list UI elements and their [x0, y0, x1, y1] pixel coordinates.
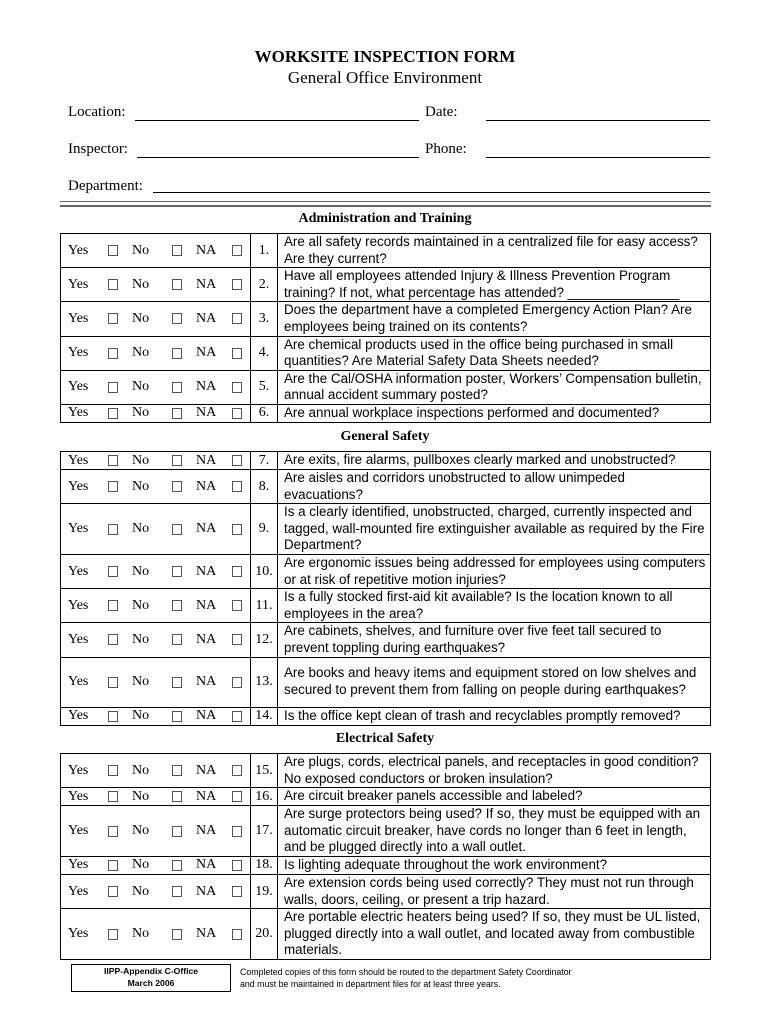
no-label: No	[132, 276, 150, 292]
yes-label: Yes	[68, 823, 89, 839]
administration-table	[60, 233, 711, 423]
na-label: NA	[196, 708, 217, 724]
na-option[interactable]	[196, 311, 242, 327]
question-row	[61, 589, 711, 623]
no-option[interactable]	[132, 789, 196, 805]
no-checkbox[interactable]	[172, 765, 182, 776]
answer-options	[61, 909, 251, 960]
yes-checkbox[interactable]	[108, 929, 118, 940]
question-number: 3.	[251, 302, 278, 336]
question-number: 10.	[251, 554, 278, 588]
yes-label: Yes	[68, 788, 89, 804]
question-row	[61, 404, 711, 422]
na-checkbox[interactable]	[232, 455, 242, 466]
yes-label: Yes	[68, 597, 89, 613]
na-option[interactable]	[196, 632, 242, 648]
form-title: WORKSITE INSPECTION FORM	[254, 47, 516, 66]
yes-checkbox[interactable]	[108, 566, 118, 577]
answer-options	[61, 707, 251, 725]
question-text: Are surge protectors being used? If so, they must be equipped with an automatic circuit breaker, have cords no longer than 6 feet in length, and be plugged directly into a wall outlet.	[278, 806, 711, 857]
answer-options	[61, 452, 251, 470]
yes-checkbox[interactable]	[108, 524, 118, 535]
na-option[interactable]	[196, 789, 242, 805]
question-number: 6.	[251, 404, 278, 422]
section-title-administration: Administration and Training	[298, 211, 472, 226]
question-text: Are cabinets, shelves, and furniture over five feet tall secured to prevent toppling during earthquakes?	[278, 623, 711, 657]
yes-checkbox[interactable]	[108, 791, 118, 802]
no-checkbox[interactable]	[172, 886, 182, 897]
question-number: 9.	[251, 504, 278, 555]
no-label: No	[132, 708, 150, 724]
na-checkbox[interactable]	[232, 929, 242, 940]
na-label: NA	[196, 883, 217, 899]
yes-checkbox[interactable]	[108, 279, 118, 290]
no-label: No	[132, 379, 150, 395]
date-field[interactable]	[486, 120, 710, 121]
yes-label: Yes	[68, 345, 89, 361]
no-option[interactable]	[132, 763, 196, 779]
no-checkbox[interactable]	[172, 382, 182, 393]
question-text: Are chemical products used in the office being purchased in small quantities? Are Material Safety Data Sheets needed?	[278, 336, 711, 370]
no-label: No	[132, 823, 150, 839]
na-checkbox[interactable]	[232, 765, 242, 776]
question-text: Are aisles and corridors unobstructed to allow unimpeded evacuations?	[278, 470, 711, 504]
yes-option[interactable]	[68, 926, 132, 942]
question-text: Is a clearly identified, unobstructed, charged, currently inspected and tagged, wall-mounted fire extinguisher available as required by the Fire Department?	[278, 504, 711, 555]
no-checkbox[interactable]	[172, 566, 182, 577]
no-checkbox[interactable]	[172, 600, 182, 611]
answer-options	[61, 657, 251, 707]
na-option[interactable]	[196, 453, 242, 469]
question-row	[61, 909, 711, 960]
yes-label: Yes	[68, 452, 89, 468]
na-label: NA	[196, 242, 217, 258]
yes-option[interactable]	[68, 379, 132, 395]
no-label: No	[132, 310, 150, 326]
answer-options	[61, 370, 251, 404]
question-number: 16.	[251, 788, 278, 806]
na-option[interactable]	[196, 674, 242, 690]
no-option[interactable]	[132, 598, 196, 614]
question-row	[61, 302, 711, 336]
na-checkbox[interactable]	[232, 408, 242, 419]
question-text: Is lighting adequate throughout the work environment?	[278, 856, 711, 874]
no-option[interactable]	[132, 884, 196, 900]
yes-checkbox[interactable]	[108, 382, 118, 393]
answer-options	[61, 874, 251, 908]
na-label: NA	[196, 405, 217, 421]
question-text: Are ergonomic issues being addressed for employees using computers or at risk of repetitive motion injuries?	[278, 554, 711, 588]
no-option[interactable]	[132, 823, 196, 839]
na-label: NA	[196, 563, 217, 579]
yes-option[interactable]	[68, 598, 132, 614]
yes-label: Yes	[68, 379, 89, 395]
no-option[interactable]	[132, 926, 196, 942]
answer-options	[61, 268, 251, 302]
question-text: Are annual workplace inspections performed and documented?	[278, 404, 711, 422]
no-option[interactable]	[132, 345, 196, 361]
question-text: Are plugs, cords, electrical panels, and receptacles in good condition? No exposed conductors or broken insulation?	[278, 754, 711, 788]
no-label: No	[132, 405, 150, 421]
yes-label: Yes	[68, 276, 89, 292]
no-checkbox[interactable]	[172, 279, 182, 290]
question-row	[61, 623, 711, 657]
answer-options	[61, 788, 251, 806]
question-text: Are portable electric heaters being used? If so, they must be UL listed, plugged directly into a wall outlet, and located away from combustible materials.	[278, 909, 711, 960]
section-title-general-safety: General Safety	[340, 429, 430, 444]
na-checkbox[interactable]	[232, 600, 242, 611]
yes-label: Yes	[68, 563, 89, 579]
na-checkbox[interactable]	[232, 382, 242, 393]
question-row	[61, 336, 711, 370]
na-label: NA	[196, 345, 217, 361]
no-option[interactable]	[132, 277, 196, 293]
na-option[interactable]	[196, 926, 242, 942]
na-checkbox[interactable]	[232, 860, 242, 871]
question-text: Are extension cords being used correctly? They must not run through walls, doors, ceiling, or present a trip hazard.	[278, 874, 711, 908]
no-label: No	[132, 242, 150, 258]
yes-option[interactable]	[68, 674, 132, 690]
yes-checkbox[interactable]	[108, 313, 118, 324]
question-text: Are all safety records maintained in a centralized file for easy access? Are they current?	[278, 234, 711, 268]
answer-options	[61, 623, 251, 657]
no-label: No	[132, 674, 150, 690]
na-option[interactable]	[196, 823, 242, 839]
answer-options	[61, 404, 251, 422]
no-checkbox[interactable]	[172, 481, 182, 492]
na-checkbox[interactable]	[232, 677, 242, 688]
na-label: NA	[196, 762, 217, 778]
question-number: 18.	[251, 856, 278, 874]
yes-option[interactable]	[68, 345, 132, 361]
na-checkbox[interactable]	[232, 279, 242, 290]
yes-checkbox[interactable]	[108, 600, 118, 611]
yes-label: Yes	[68, 883, 89, 899]
yes-option[interactable]	[68, 564, 132, 580]
yes-option[interactable]	[68, 277, 132, 293]
no-checkbox[interactable]	[172, 408, 182, 419]
yes-option[interactable]	[68, 521, 132, 537]
na-option[interactable]	[196, 598, 242, 614]
question-number: 13.	[251, 657, 278, 707]
question-row	[61, 268, 711, 302]
na-label: NA	[196, 310, 217, 326]
no-label: No	[132, 597, 150, 613]
na-checkbox[interactable]	[232, 566, 242, 577]
question-row	[61, 856, 711, 874]
section-title-electrical-safety: Electrical Safety	[335, 731, 435, 746]
yes-checkbox[interactable]	[108, 886, 118, 897]
no-checkbox[interactable]	[172, 455, 182, 466]
no-label: No	[132, 857, 150, 873]
yes-label: Yes	[68, 857, 89, 873]
na-option[interactable]	[196, 379, 242, 395]
no-checkbox[interactable]	[172, 860, 182, 871]
form-date: March 2006	[127, 978, 175, 988]
question-row	[61, 554, 711, 588]
no-checkbox[interactable]	[172, 524, 182, 535]
yes-option[interactable]	[68, 857, 132, 873]
no-checkbox[interactable]	[172, 711, 182, 722]
yes-checkbox[interactable]	[108, 677, 118, 688]
yes-checkbox[interactable]	[108, 455, 118, 466]
na-label: NA	[196, 857, 217, 873]
yes-label: Yes	[68, 478, 89, 494]
no-option[interactable]	[132, 405, 196, 421]
yes-label: Yes	[68, 405, 89, 421]
form-id: IIPP-Appendix C-Office	[103, 966, 199, 976]
question-number: 17.	[251, 806, 278, 857]
question-row	[61, 370, 711, 404]
na-label: NA	[196, 674, 217, 690]
location-field[interactable]	[135, 120, 419, 121]
na-checkbox[interactable]	[232, 313, 242, 324]
na-checkbox[interactable]	[232, 791, 242, 802]
no-option[interactable]	[132, 857, 196, 873]
no-checkbox[interactable]	[172, 677, 182, 688]
question-row	[61, 504, 711, 555]
no-label: No	[132, 762, 150, 778]
answer-options	[61, 856, 251, 874]
no-checkbox[interactable]	[172, 348, 182, 359]
question-text: Are the Cal/OSHA information poster, Workers’ Compensation bulletin, annual accident summary posted?	[278, 370, 711, 404]
answer-options	[61, 302, 251, 336]
no-option[interactable]	[132, 674, 196, 690]
na-option[interactable]	[196, 884, 242, 900]
question-row	[61, 470, 711, 504]
question-text: Does the department have a completed Emergency Action Plan? Are employees being trained on its contents?	[278, 302, 711, 336]
na-option[interactable]	[196, 243, 242, 259]
yes-label: Yes	[68, 708, 89, 724]
yes-checkbox[interactable]	[108, 408, 118, 419]
question-number: 15.	[251, 754, 278, 788]
question-number: 8.	[251, 470, 278, 504]
yes-option[interactable]	[68, 789, 132, 805]
na-label: NA	[196, 926, 217, 942]
yes-checkbox[interactable]	[108, 860, 118, 871]
na-label: NA	[196, 379, 217, 395]
yes-label: Yes	[68, 631, 89, 647]
na-label: NA	[196, 631, 217, 647]
answer-options	[61, 504, 251, 555]
question-text: Is the office kept clean of trash and recyclables promptly removed?	[278, 707, 711, 725]
na-checkbox[interactable]	[232, 524, 242, 535]
yes-checkbox[interactable]	[108, 826, 118, 837]
department-label: Department:	[68, 178, 143, 194]
na-checkbox[interactable]	[232, 245, 242, 256]
na-checkbox[interactable]	[232, 826, 242, 837]
yes-checkbox[interactable]	[108, 481, 118, 492]
na-option[interactable]	[196, 564, 242, 580]
no-option[interactable]	[132, 453, 196, 469]
yes-label: Yes	[68, 926, 89, 942]
na-option[interactable]	[196, 857, 242, 873]
yes-label: Yes	[68, 762, 89, 778]
yes-checkbox[interactable]	[108, 245, 118, 256]
na-label: NA	[196, 478, 217, 494]
yes-label: Yes	[68, 674, 89, 690]
na-label: NA	[196, 597, 217, 613]
routing-note	[240, 966, 572, 990]
na-option[interactable]	[196, 345, 242, 361]
question-text: Are circuit breaker panels accessible and labeled?	[278, 788, 711, 806]
na-option[interactable]	[196, 763, 242, 779]
answer-options	[61, 336, 251, 370]
header-divider	[60, 201, 711, 207]
phone-field[interactable]	[486, 157, 710, 158]
no-label: No	[132, 631, 150, 647]
yes-option[interactable]	[68, 311, 132, 327]
no-option[interactable]	[132, 521, 196, 537]
question-number: 2.	[251, 268, 278, 302]
no-option[interactable]	[132, 311, 196, 327]
inspector-label: Inspector:	[68, 141, 128, 157]
no-option[interactable]	[132, 479, 196, 495]
yes-checkbox[interactable]	[108, 765, 118, 776]
na-label: NA	[196, 452, 217, 468]
na-option[interactable]	[196, 405, 242, 421]
no-checkbox[interactable]	[172, 791, 182, 802]
question-row	[61, 874, 711, 908]
question-number: 7.	[251, 452, 278, 470]
answer-options	[61, 234, 251, 268]
na-checkbox[interactable]	[232, 634, 242, 645]
question-number: 19.	[251, 874, 278, 908]
yes-option[interactable]	[68, 884, 132, 900]
na-checkbox[interactable]	[232, 481, 242, 492]
na-option[interactable]	[196, 521, 242, 537]
yes-option[interactable]	[68, 823, 132, 839]
answer-options	[61, 470, 251, 504]
answer-options	[61, 806, 251, 857]
date-label: Date:	[425, 104, 458, 120]
electrical-safety-table	[60, 753, 711, 960]
yes-option[interactable]	[68, 763, 132, 779]
answer-options	[61, 554, 251, 588]
yes-label: Yes	[68, 242, 89, 258]
na-option[interactable]	[196, 277, 242, 293]
question-number: 5.	[251, 370, 278, 404]
na-label: NA	[196, 276, 217, 292]
na-label: NA	[196, 823, 217, 839]
yes-label: Yes	[68, 310, 89, 326]
na-checkbox[interactable]	[232, 886, 242, 897]
question-text: Are books and heavy items and equipment stored on low shelves and secured to prevent them from falling on people during earthquakes?	[278, 657, 711, 707]
yes-checkbox[interactable]	[108, 634, 118, 645]
answer-options	[61, 754, 251, 788]
na-label: NA	[196, 521, 217, 537]
form-id-box	[71, 964, 231, 992]
department-field[interactable]	[153, 192, 710, 193]
location-label: Location:	[68, 104, 126, 120]
no-label: No	[132, 883, 150, 899]
no-label: No	[132, 788, 150, 804]
form-subtitle: General Office Environment	[287, 68, 483, 87]
question-number: 14.	[251, 707, 278, 725]
no-option[interactable]	[132, 564, 196, 580]
no-checkbox[interactable]	[172, 313, 182, 324]
no-option[interactable]	[132, 708, 196, 724]
routing-note-line-2: and must be maintained in department files for at least three years.	[240, 979, 501, 989]
routing-note-line-1: Completed copies of this form should be routed to the department Safety Coordinator	[240, 967, 572, 977]
question-row	[61, 806, 711, 857]
yes-checkbox[interactable]	[108, 348, 118, 359]
no-label: No	[132, 345, 150, 361]
question-text: Are exits, fire alarms, pullboxes clearly marked and unobstructed?	[278, 452, 711, 470]
na-label: NA	[196, 788, 217, 804]
yes-option[interactable]	[68, 405, 132, 421]
general-safety-table	[60, 451, 711, 726]
yes-label: Yes	[68, 521, 89, 537]
no-option[interactable]	[132, 243, 196, 259]
yes-checkbox[interactable]	[108, 711, 118, 722]
question-row	[61, 707, 711, 725]
question-number: 11.	[251, 589, 278, 623]
no-checkbox[interactable]	[172, 929, 182, 940]
inspector-field[interactable]	[137, 157, 419, 158]
yes-option[interactable]	[68, 243, 132, 259]
question-text: Is a fully stocked first-aid kit available? Is the location known to all employees in the area?	[278, 589, 711, 623]
question-number: 20.	[251, 909, 278, 960]
no-option[interactable]	[132, 379, 196, 395]
yes-option[interactable]	[68, 708, 132, 724]
no-option[interactable]	[132, 632, 196, 648]
question-number: 1.	[251, 234, 278, 268]
question-row	[61, 788, 711, 806]
no-label: No	[132, 926, 150, 942]
question-text: Have all employees attended Injury & Illness Prevention Program training? If not, what percentage has attended? _______________	[278, 268, 711, 302]
question-number: 4.	[251, 336, 278, 370]
no-label: No	[132, 478, 150, 494]
question-row	[61, 754, 711, 788]
question-row	[61, 452, 711, 470]
answer-options	[61, 589, 251, 623]
phone-label: Phone:	[425, 141, 467, 157]
na-checkbox[interactable]	[232, 348, 242, 359]
no-checkbox[interactable]	[172, 634, 182, 645]
question-row	[61, 234, 711, 268]
question-number: 12.	[251, 623, 278, 657]
no-label: No	[132, 521, 150, 537]
question-row	[61, 657, 711, 707]
no-label: No	[132, 452, 150, 468]
na-checkbox[interactable]	[232, 711, 242, 722]
no-checkbox[interactable]	[172, 826, 182, 837]
no-label: No	[132, 563, 150, 579]
yes-option[interactable]	[68, 632, 132, 648]
yes-option[interactable]	[68, 479, 132, 495]
na-option[interactable]	[196, 479, 242, 495]
na-option[interactable]	[196, 708, 242, 724]
no-checkbox[interactable]	[172, 245, 182, 256]
yes-option[interactable]	[68, 453, 132, 469]
